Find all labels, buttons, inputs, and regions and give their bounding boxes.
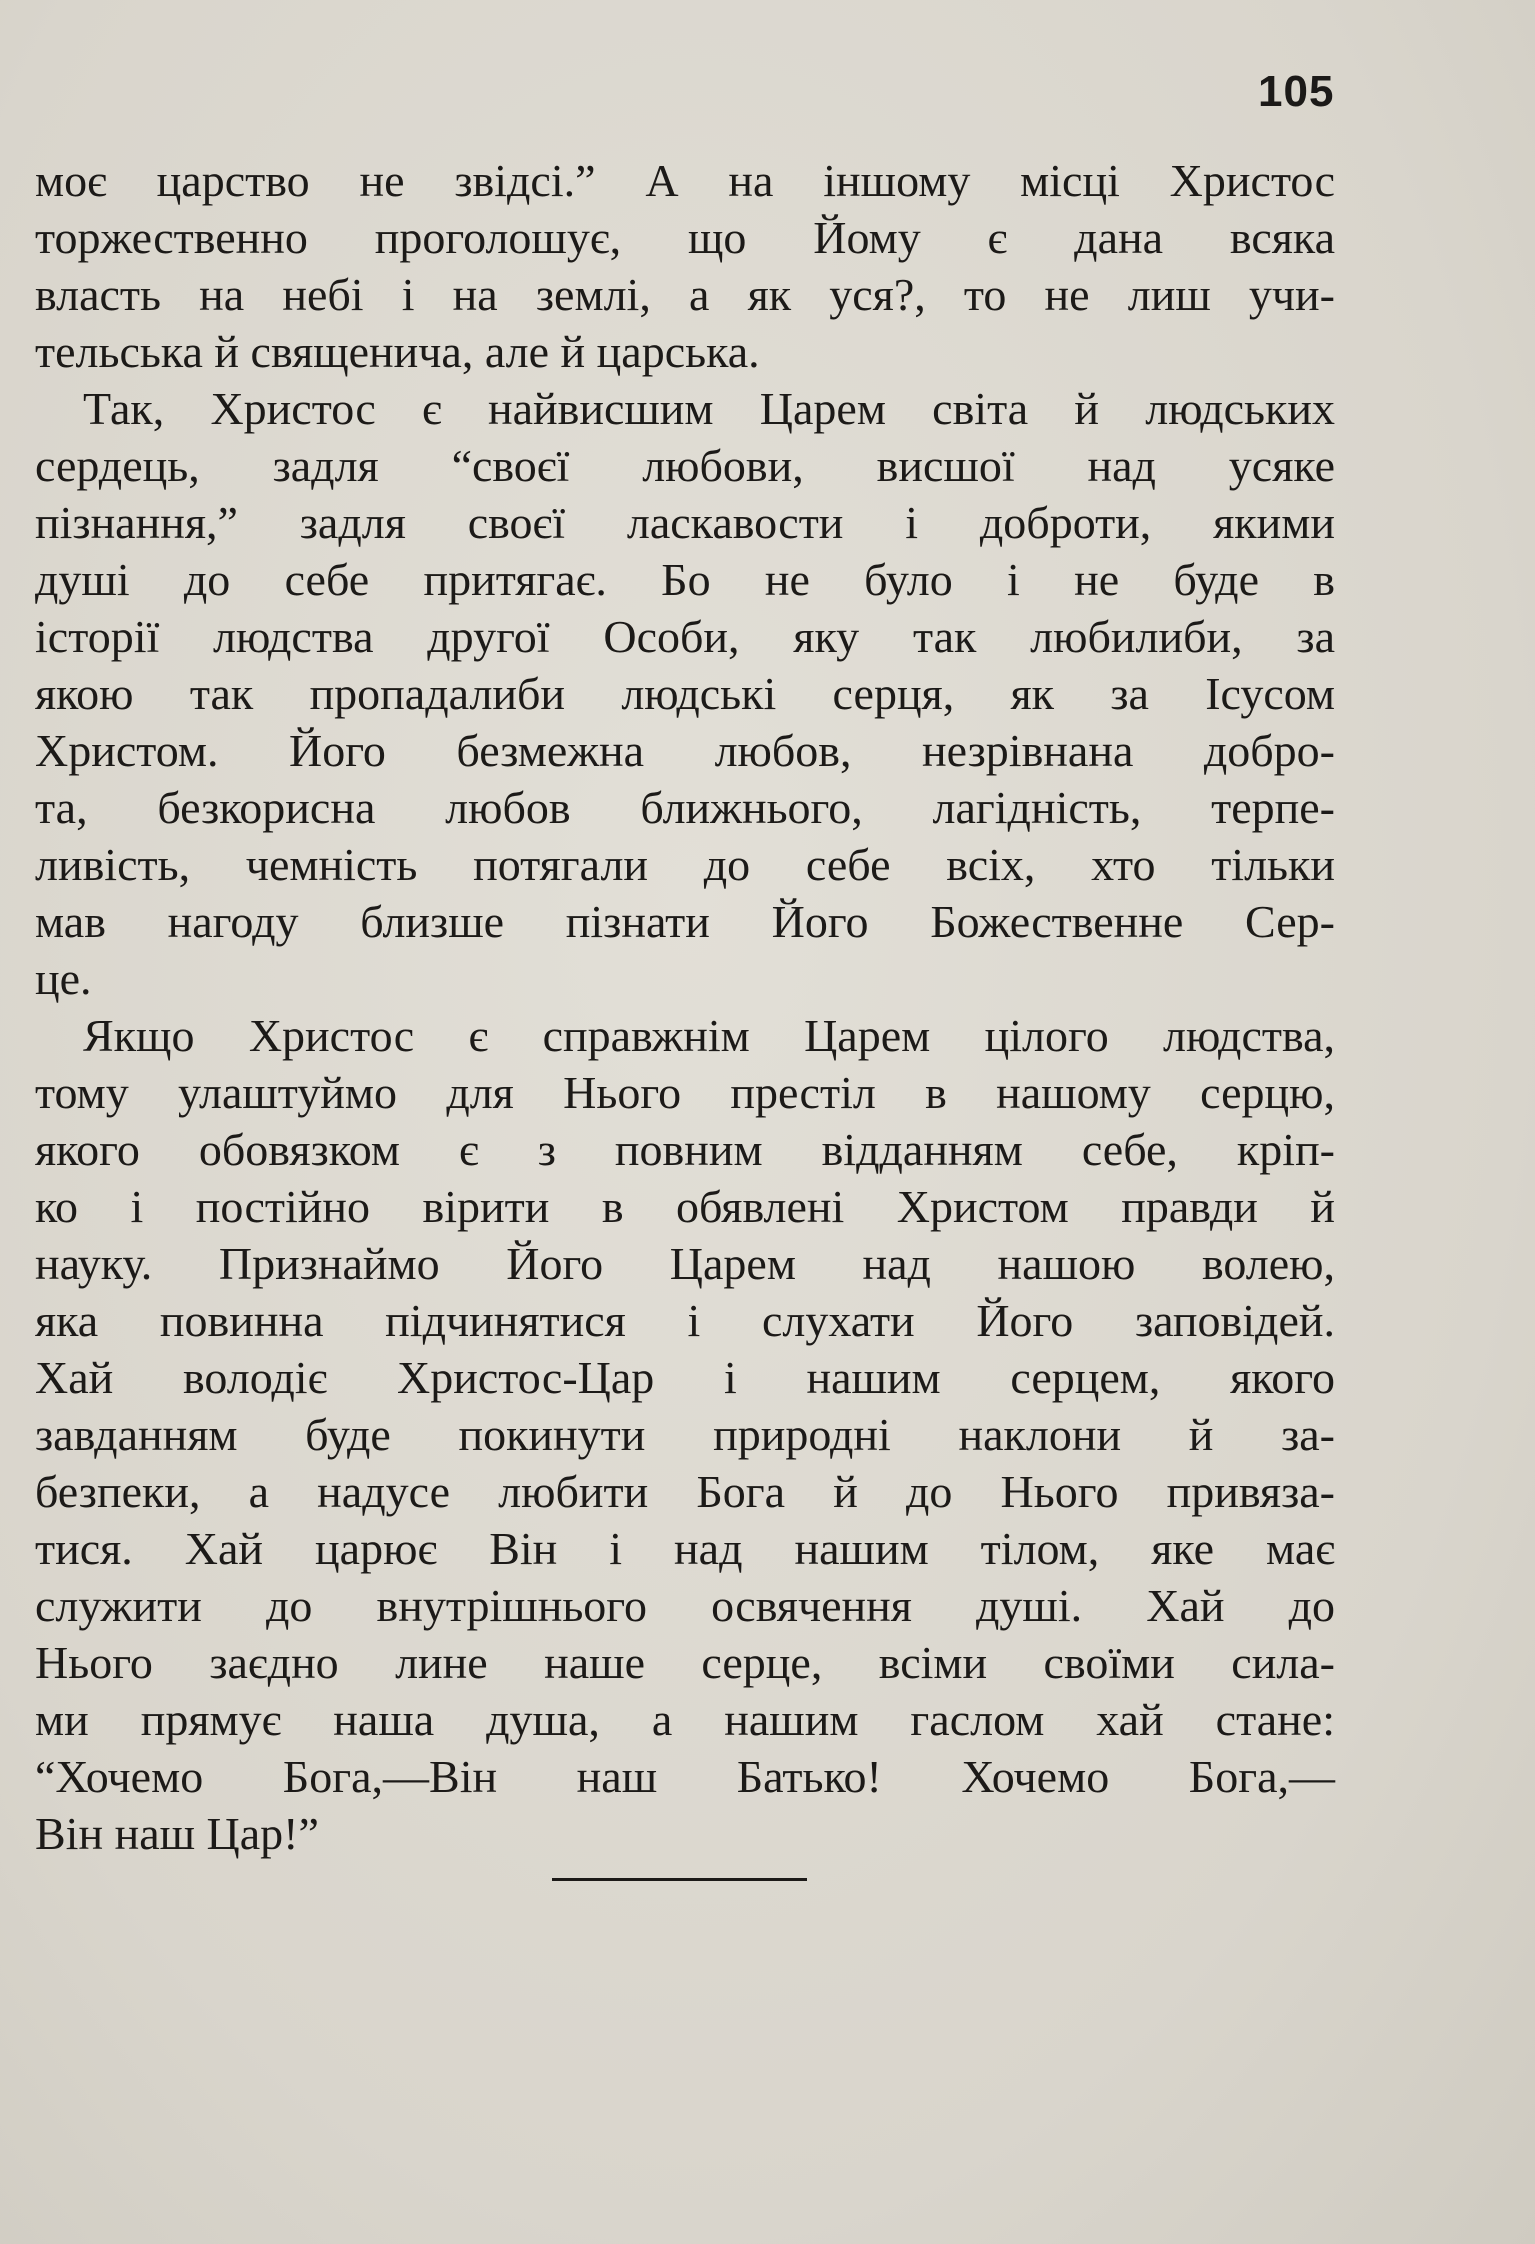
text-line: тельська й священича, але й царська. — [35, 326, 760, 377]
text-line: якого обовязком є з повним відданням себе, кріп- — [35, 1124, 1335, 1175]
text-line: сердець, задля “своєї любови, висшої над усяке — [35, 440, 1335, 491]
text-line: мав нагоду близше пізнати Його Божественне Сер- — [35, 896, 1335, 947]
text-line: торжественно проголошує, що Йому є дана всяка — [35, 212, 1335, 263]
paragraph-1 — [35, 152, 1335, 380]
text-line: Христом. Його безмежна любов, незрівнана добро- — [35, 725, 1335, 776]
text-line: якою так пропадалиби людські серця, як за Ісусом — [35, 668, 1335, 719]
text-line: Так, Христос є найвисшим Царем світа й людських — [83, 383, 1335, 434]
text-line: безпеки, а надусе любити Бога й до Нього привяза- — [35, 1466, 1335, 1517]
text-line: тому улаштуймо для Нього престіл в нашому серцю, — [35, 1067, 1335, 1118]
text-line: яка повинна підчинятися і слухати Його заповідей. — [35, 1295, 1335, 1346]
section-divider — [552, 1878, 807, 1881]
text-line: душі до себе притягає. Бо не було і не буде в — [35, 554, 1335, 605]
paragraph-3 — [35, 1007, 1335, 1862]
text-line: це. — [35, 953, 92, 1004]
text-line: Нього заєдно лине наше серце, всіми своїми сила- — [35, 1637, 1335, 1688]
text-line: служити до внутрішнього освячення душі. Хай до — [35, 1580, 1335, 1631]
text-line: науку. Признаймо Його Царем над нашою волею, — [35, 1238, 1335, 1289]
text-line: тися. Хай царює Він і над нашим тілом, яке має — [35, 1523, 1335, 1574]
text-line: “Хочемо Бога,—Він наш Батько! Хочемо Бога,— — [35, 1751, 1335, 1802]
text-line: Якщо Христос є справжнім Царем цілого людства, — [83, 1010, 1335, 1061]
text-line: ко і постійно вірити в обявлені Христом правди й — [35, 1181, 1335, 1232]
page-number: 105 — [1258, 67, 1335, 116]
paragraph-2 — [35, 380, 1335, 1007]
body-text — [35, 152, 1335, 1862]
text-line: пізнання,” задля своєї ласкавости і доброти, якими — [35, 497, 1335, 548]
text-line: власть на небі і на землі, а як уся?, то не лиш учи- — [35, 269, 1335, 320]
text-line: ливість, чемність потягали до себе всіх, хто тільки — [35, 839, 1335, 890]
text-line: історії людства другої Особи, яку так любилиби, за — [35, 611, 1335, 662]
text-line: Хай володіє Христос-Цар і нашим серцем, якого — [35, 1352, 1335, 1403]
text-line: моє царство не звідсі.” А на іншому місці Христос — [35, 155, 1335, 206]
text-line: та, безкорисна любов ближнього, лагідність, терпе- — [35, 782, 1335, 833]
text-line: ми прямує наша душа, а нашим гаслом хай стане: — [35, 1694, 1335, 1745]
text-line: Він наш Цар!” — [35, 1808, 319, 1859]
text-line: завданням буде покинути природні наклони й за- — [35, 1409, 1335, 1460]
